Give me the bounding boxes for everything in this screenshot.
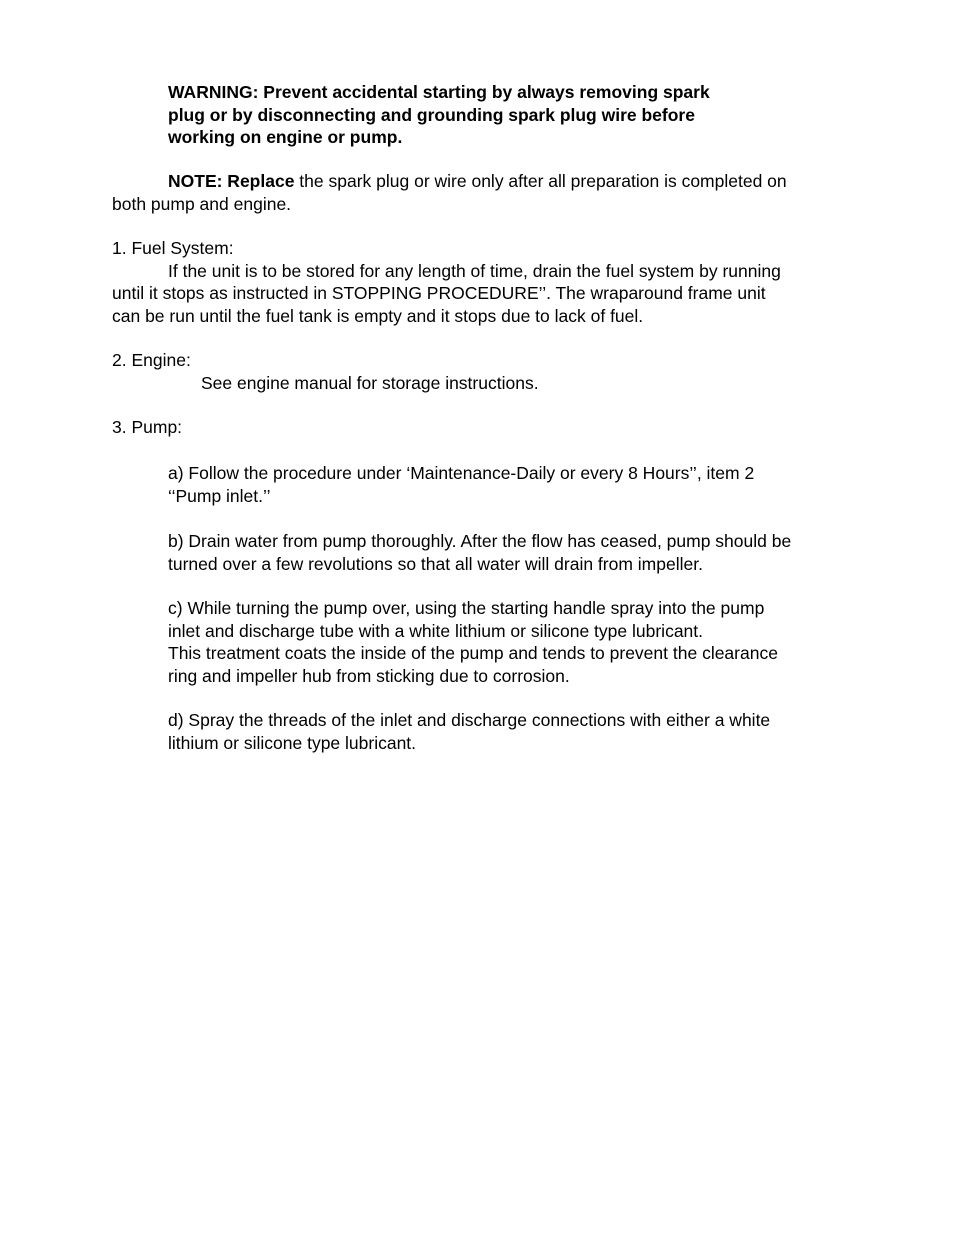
pump-step-d <box>168 709 770 754</box>
pump-step-line: This treatment coats the inside of the pump and tends to prevent the clearance <box>168 643 778 663</box>
fuel-system-section <box>112 237 781 327</box>
engine-section <box>112 349 539 394</box>
fuel-system-line: If the unit is to be stored for any length of time, drain the fuel system by running <box>168 260 781 281</box>
pump-section-heading: 3. Pump: <box>112 417 183 437</box>
pump-step-line: ‘‘Pump inlet.’’ <box>168 485 271 506</box>
fuel-system-line: until it stops as instructed in STOPPING PROCEDURE’’. The wraparound frame unit <box>112 283 766 303</box>
pump-step-line: b) Drain water from pump thoroughly. After the flow has ceased, pump should be <box>168 531 792 551</box>
warning-line: plug or by disconnecting and grounding spark plug wire before <box>168 104 695 125</box>
pump-step-line: turned over a few revolutions so that all water will drain from impeller. <box>168 553 703 574</box>
note-paragraph <box>112 170 787 215</box>
engine-heading: 2. Engine: <box>112 350 191 370</box>
note-line: both pump and engine. <box>112 193 292 214</box>
pump-step-line: d) Spray the threads of the inlet and discharge connections with either a white <box>168 710 771 730</box>
pump-step-c <box>168 597 778 687</box>
fuel-system-line: can be run until the fuel tank is empty and it stops due to lack of fuel. <box>112 305 644 326</box>
warning-paragraph <box>168 81 710 149</box>
pump-step-line: inlet and discharge tube with a white lithium or silicone type lubricant. <box>168 620 704 641</box>
warning-line: working on engine or pump. <box>168 127 403 147</box>
pump-step-b <box>168 530 791 575</box>
note-text: the spark plug or wire only after all preparation is completed on <box>294 171 787 191</box>
note-line <box>112 170 787 193</box>
pump-step-line: lithium or silicone type lubricant. <box>168 732 417 753</box>
pump-step-line: c) While turning the pump over, using the starting handle spray into the pump <box>168 598 765 618</box>
warning-line: WARNING: Prevent accidental starting by always removing spark <box>168 82 710 102</box>
engine-text: See engine manual for storage instructions. <box>201 372 539 393</box>
fuel-system-heading: 1. Fuel System: <box>112 238 234 258</box>
pump-step-a <box>168 462 754 507</box>
note-label: NOTE: Replace <box>168 171 295 191</box>
pump-step-line: a) Follow the procedure under ‘Maintenance-Daily or every 8 Hours’’, item 2 <box>168 463 755 483</box>
pump-step-line: ring and impeller hub from sticking due to corrosion. <box>168 665 570 686</box>
